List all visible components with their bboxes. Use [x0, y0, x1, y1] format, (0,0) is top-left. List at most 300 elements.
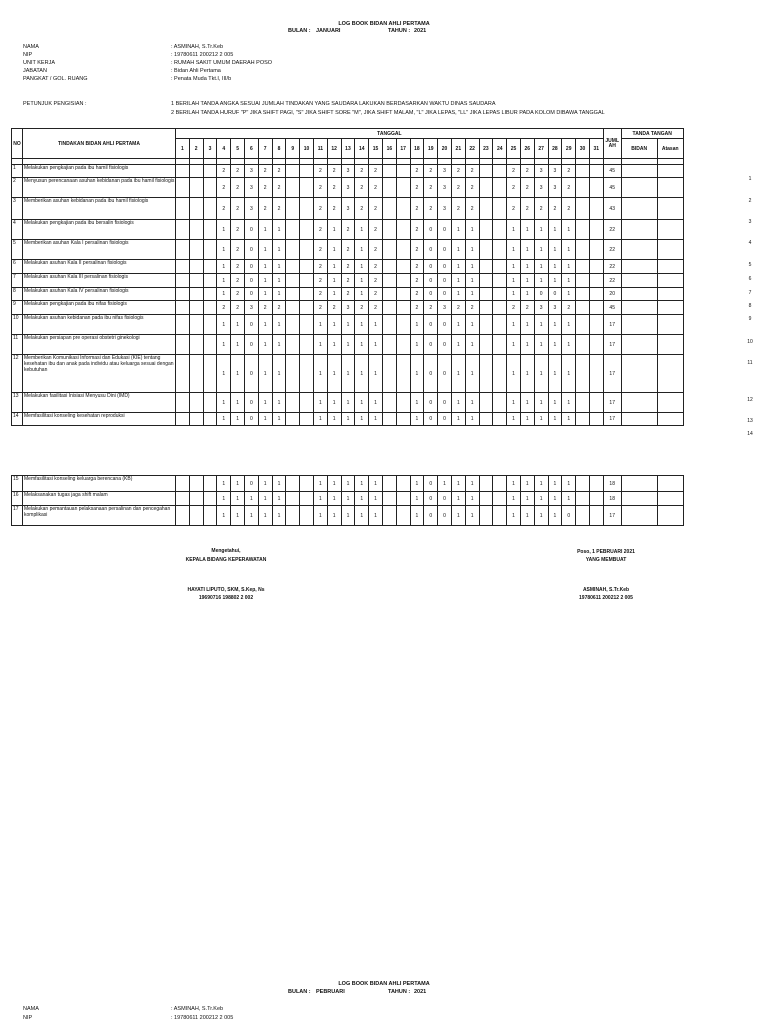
day-cell [493, 165, 507, 178]
row-number: 13 [12, 393, 23, 413]
day-cell: 1 [272, 288, 286, 301]
day-cell: 2 [424, 301, 438, 315]
ttd-header: TANDA TANGAN [621, 129, 683, 139]
day-cell: 1 [355, 315, 369, 335]
day-cell: 1 [369, 355, 383, 393]
table-row [12, 301, 684, 315]
day-cell: 1 [355, 274, 369, 288]
day-cell [576, 240, 590, 260]
day-cell: 1 [341, 413, 355, 426]
day-cell [576, 335, 590, 355]
day-cell [189, 301, 203, 315]
day-cell: 1 [548, 274, 562, 288]
day-cell: 1 [548, 260, 562, 274]
table-row [12, 240, 684, 260]
day-header: 10 [300, 139, 314, 159]
day-cell: 1 [520, 355, 534, 393]
day-cell [576, 260, 590, 274]
side-number: 14 [747, 431, 753, 437]
day-cell: 0 [244, 393, 258, 413]
log-table [11, 128, 684, 526]
day-cell [576, 315, 590, 335]
day-cell: 1 [465, 492, 479, 506]
instructions-label: PETUNJUK PENGISIAN : [23, 101, 87, 107]
day-cell: 1 [451, 476, 465, 492]
day-cell: 3 [244, 165, 258, 178]
day-header: 21 [451, 139, 465, 159]
day-cell [382, 178, 396, 198]
day-cell [396, 506, 410, 526]
day-cell [589, 165, 603, 178]
activity-header: TINDAKAN BIDAN AHLI PERTAMA [23, 129, 176, 159]
day-cell [286, 315, 300, 335]
day-cell: 1 [272, 220, 286, 240]
day-cell: 2 [562, 301, 576, 315]
table-row [12, 178, 684, 198]
day-header: 8 [272, 139, 286, 159]
info-label: NAMA [23, 1006, 39, 1012]
day-cell: 1 [258, 315, 272, 335]
atasan-sign-cell [657, 315, 683, 335]
day-cell [396, 492, 410, 506]
day-cell [286, 274, 300, 288]
day-cell: 1 [534, 220, 548, 240]
jumlah-header: JUML AH [603, 129, 621, 159]
day-cell: 2 [217, 178, 231, 198]
day-cell: 1 [548, 476, 562, 492]
atasan-sign-cell [657, 492, 683, 506]
day-cell [493, 335, 507, 355]
row-number: 3 [12, 198, 23, 220]
day-cell: 1 [231, 315, 245, 335]
day-cell [479, 301, 493, 315]
side-number: 3 [748, 219, 752, 225]
bidan-sign-cell [621, 165, 657, 178]
table-row [12, 506, 684, 526]
day-cell [286, 335, 300, 355]
day-cell [589, 198, 603, 220]
day-cell [189, 165, 203, 178]
day-cell: 1 [507, 335, 521, 355]
bidan-sign-cell [621, 220, 657, 240]
day-cell: 1 [258, 355, 272, 393]
day-cell: 1 [534, 260, 548, 274]
day-cell: 1 [548, 335, 562, 355]
day-cell [576, 492, 590, 506]
day-cell: 2 [313, 288, 327, 301]
day-cell [396, 198, 410, 220]
day-cell: 1 [217, 335, 231, 355]
activity-cell: Melakukan pemantauan pelaksanaan persalinan dan pencegahan komplikasi [23, 506, 176, 526]
day-cell: 0 [438, 335, 452, 355]
day-cell: 1 [520, 476, 534, 492]
day-cell: 3 [341, 198, 355, 220]
day-cell: 2 [217, 165, 231, 178]
day-cell: 1 [258, 492, 272, 506]
day-cell: 2 [465, 178, 479, 198]
day-cell: 2 [507, 165, 521, 178]
day-header: 29 [562, 139, 576, 159]
day-cell: 0 [244, 355, 258, 393]
day-cell [189, 220, 203, 240]
day-cell: 2 [410, 165, 424, 178]
day-cell: 1 [369, 476, 383, 492]
day-cell [189, 260, 203, 274]
day-cell [396, 476, 410, 492]
activity-cell: Melaksanakan tugas jaga shift malam [23, 492, 176, 506]
day-cell: 2 [355, 301, 369, 315]
day-cell: 2 [355, 165, 369, 178]
day-cell: 1 [562, 220, 576, 240]
day-cell: 2 [258, 301, 272, 315]
day-cell: 2 [355, 198, 369, 220]
day-cell [493, 315, 507, 335]
month-label: BULAN : [288, 28, 311, 34]
row-number: 12 [12, 355, 23, 393]
day-cell [493, 260, 507, 274]
day-cell [176, 393, 190, 413]
day-cell [576, 301, 590, 315]
day-cell [589, 492, 603, 506]
day-cell [493, 476, 507, 492]
day-cell [189, 274, 203, 288]
day-cell: 1 [258, 240, 272, 260]
sig-right-nip: 19780611 200212 2 005 [579, 595, 633, 601]
day-cell: 2 [313, 301, 327, 315]
day-cell: 1 [451, 260, 465, 274]
day-cell [589, 260, 603, 274]
day-cell: 1 [562, 274, 576, 288]
day-cell: 1 [341, 492, 355, 506]
day-cell: 1 [369, 335, 383, 355]
day-cell: 2 [424, 198, 438, 220]
day-cell [176, 476, 190, 492]
day-cell: 1 [548, 220, 562, 240]
day-cell: 0 [244, 335, 258, 355]
day-cell [589, 355, 603, 393]
day-cell [286, 413, 300, 426]
day-cell: 0 [424, 492, 438, 506]
day-cell: 1 [231, 335, 245, 355]
total-cell: 18 [603, 476, 621, 492]
day-cell: 1 [534, 476, 548, 492]
atasan-sign-cell [657, 355, 683, 393]
day-cell: 0 [562, 506, 576, 526]
day-cell: 1 [410, 413, 424, 426]
table-row [12, 335, 684, 355]
day-cell: 1 [355, 355, 369, 393]
info-value: : 19780611 200212 2 005 [171, 52, 234, 58]
day-cell: 0 [244, 240, 258, 260]
info-label: NAMA [23, 44, 39, 50]
day-cell: 2 [520, 165, 534, 178]
day-cell: 1 [272, 506, 286, 526]
day-cell [493, 355, 507, 393]
total-cell: 45 [603, 165, 621, 178]
day-cell: 1 [465, 260, 479, 274]
day-cell: 1 [313, 492, 327, 506]
day-cell [286, 198, 300, 220]
day-cell: 1 [327, 274, 341, 288]
day-cell: 2 [231, 165, 245, 178]
atasan-sign-cell [657, 335, 683, 355]
day-cell [382, 301, 396, 315]
day-cell [300, 178, 314, 198]
day-cell [286, 288, 300, 301]
day-cell [493, 413, 507, 426]
day-cell: 0 [438, 274, 452, 288]
day-cell: 2 [341, 260, 355, 274]
sig-right-line2: YANG MEMBUAT [585, 557, 627, 563]
day-cell: 2 [424, 178, 438, 198]
day-cell [396, 413, 410, 426]
day-cell [493, 240, 507, 260]
info-label: NIP [23, 52, 33, 58]
day-header: 6 [244, 139, 258, 159]
total-cell: 22 [603, 240, 621, 260]
sig-left-name: HAYATI LIPUTO, SKM, S.Kep, Ns [187, 587, 265, 593]
day-header: 28 [548, 139, 562, 159]
day-cell: 1 [534, 393, 548, 413]
day-cell: 0 [438, 240, 452, 260]
day-cell [300, 220, 314, 240]
day-cell: 0 [424, 260, 438, 274]
day-cell [203, 220, 217, 240]
day-cell: 2 [369, 165, 383, 178]
day-cell [300, 506, 314, 526]
day-cell [176, 165, 190, 178]
day-cell: 3 [244, 198, 258, 220]
day-cell: 1 [451, 335, 465, 355]
day-cell: 2 [369, 260, 383, 274]
page2-month-value: PEBRUARI [316, 989, 345, 995]
day-cell [396, 220, 410, 240]
day-cell: 3 [438, 301, 452, 315]
row-number: 2 [12, 178, 23, 198]
day-header: 7 [258, 139, 272, 159]
day-cell: 0 [424, 240, 438, 260]
day-cell: 1 [410, 315, 424, 335]
day-cell: 1 [327, 506, 341, 526]
table-row [12, 260, 684, 274]
day-cell: 3 [534, 301, 548, 315]
day-cell [479, 492, 493, 506]
day-header: 18 [410, 139, 424, 159]
day-cell: 2 [313, 178, 327, 198]
day-cell: 0 [424, 288, 438, 301]
day-cell [479, 315, 493, 335]
day-cell: 3 [548, 301, 562, 315]
day-cell [176, 178, 190, 198]
day-cell [589, 301, 603, 315]
day-cell: 0 [424, 220, 438, 240]
atasan-sign-cell [657, 476, 683, 492]
day-cell: 2 [327, 301, 341, 315]
day-cell [189, 506, 203, 526]
day-cell: 1 [355, 393, 369, 413]
activity-cell: Melakukan fasilitasi Inisiasi Menyusu Dini (IMD) [23, 393, 176, 413]
day-cell: 1 [548, 413, 562, 426]
day-cell [382, 198, 396, 220]
day-cell: 1 [465, 335, 479, 355]
day-cell [286, 393, 300, 413]
day-cell: 2 [341, 288, 355, 301]
day-cell: 1 [341, 393, 355, 413]
total-cell: 20 [603, 288, 621, 301]
bidan-sign-cell [621, 355, 657, 393]
day-cell: 3 [341, 165, 355, 178]
day-cell: 1 [217, 393, 231, 413]
sig-right-name: ASMINAH, S.Tr.Keb [582, 587, 630, 593]
day-cell [382, 413, 396, 426]
total-cell: 22 [603, 220, 621, 240]
day-cell: 1 [465, 355, 479, 393]
day-cell: 2 [451, 301, 465, 315]
day-cell: 1 [548, 393, 562, 413]
day-cell: 2 [217, 198, 231, 220]
bidan-sign-cell [621, 492, 657, 506]
row-number: 16 [12, 492, 23, 506]
day-cell: 1 [327, 393, 341, 413]
activity-cell: Memfasilitasi konseling kesehatan reproduksi [23, 413, 176, 426]
day-cell: 2 [258, 198, 272, 220]
day-cell [479, 178, 493, 198]
day-cell: 3 [341, 178, 355, 198]
day-cell [189, 178, 203, 198]
bidan-sign-cell [621, 506, 657, 526]
day-cell: 1 [520, 506, 534, 526]
table-row [12, 492, 684, 506]
day-cell: 3 [244, 178, 258, 198]
day-cell [589, 476, 603, 492]
day-cell: 1 [520, 240, 534, 260]
day-cell: 1 [507, 315, 521, 335]
day-cell: 2 [507, 178, 521, 198]
day-cell: 1 [465, 413, 479, 426]
total-cell: 45 [603, 301, 621, 315]
day-cell [176, 288, 190, 301]
day-header: 20 [438, 139, 452, 159]
day-cell: 1 [520, 335, 534, 355]
day-cell: 1 [217, 274, 231, 288]
day-cell: 1 [548, 355, 562, 393]
day-cell [382, 335, 396, 355]
side-number: 8 [748, 303, 752, 309]
day-cell [396, 301, 410, 315]
day-header: 22 [465, 139, 479, 159]
day-cell: 1 [410, 355, 424, 393]
year-label: TAHUN : [388, 28, 411, 34]
total-cell: 17 [603, 413, 621, 426]
day-cell: 2 [327, 165, 341, 178]
day-cell [176, 198, 190, 220]
day-cell [203, 198, 217, 220]
day-cell [189, 413, 203, 426]
day-cell [493, 288, 507, 301]
day-cell [300, 260, 314, 274]
day-cell [203, 476, 217, 492]
day-cell [189, 355, 203, 393]
day-cell: 1 [217, 506, 231, 526]
day-cell: 2 [410, 260, 424, 274]
day-cell: 0 [424, 335, 438, 355]
day-cell: 2 [258, 178, 272, 198]
day-cell [396, 335, 410, 355]
day-cell: 1 [327, 355, 341, 393]
day-cell: 1 [410, 335, 424, 355]
day-cell [396, 288, 410, 301]
day-cell [176, 220, 190, 240]
day-cell: 1 [258, 288, 272, 301]
bidan-sign-cell [621, 335, 657, 355]
day-cell: 0 [438, 260, 452, 274]
day-cell [189, 288, 203, 301]
day-cell [189, 393, 203, 413]
day-cell [589, 315, 603, 335]
day-cell [382, 393, 396, 413]
day-cell [286, 178, 300, 198]
day-cell: 1 [272, 335, 286, 355]
day-cell [576, 393, 590, 413]
row-number: 11 [12, 335, 23, 355]
day-cell: 2 [355, 178, 369, 198]
day-header: 1 [176, 139, 190, 159]
day-cell: 2 [410, 274, 424, 288]
day-cell: 2 [272, 198, 286, 220]
day-cell: 1 [231, 393, 245, 413]
day-cell [203, 301, 217, 315]
day-cell: 1 [507, 393, 521, 413]
day-cell: 1 [313, 476, 327, 492]
bidan-sign-cell [621, 260, 657, 274]
day-cell: 1 [231, 355, 245, 393]
day-cell: 1 [272, 393, 286, 413]
day-cell: 0 [438, 506, 452, 526]
day-cell [286, 355, 300, 393]
day-cell: 0 [438, 492, 452, 506]
day-cell [493, 274, 507, 288]
table-row [12, 476, 684, 492]
day-cell [479, 506, 493, 526]
day-cell: 1 [327, 492, 341, 506]
day-cell: 1 [562, 335, 576, 355]
atasan-sign-cell [657, 260, 683, 274]
day-cell: 0 [424, 476, 438, 492]
day-cell: 1 [507, 220, 521, 240]
day-cell: 1 [465, 315, 479, 335]
day-cell: 1 [562, 288, 576, 301]
day-cell [382, 476, 396, 492]
day-cell: 1 [438, 476, 452, 492]
day-cell: 2 [507, 198, 521, 220]
day-cell [203, 260, 217, 274]
day-cell: 1 [341, 335, 355, 355]
day-cell: 0 [244, 476, 258, 492]
day-cell: 2 [520, 198, 534, 220]
day-cell: 2 [465, 301, 479, 315]
day-cell: 1 [258, 476, 272, 492]
bidan-sign-cell [621, 413, 657, 426]
atasan-sign-cell [657, 274, 683, 288]
total-cell: 43 [603, 198, 621, 220]
day-cell [589, 178, 603, 198]
day-cell: 2 [231, 198, 245, 220]
day-cell: 1 [451, 274, 465, 288]
day-cell: 1 [562, 240, 576, 260]
day-cell [286, 240, 300, 260]
day-cell [479, 240, 493, 260]
page2-year-label: TAHUN : [388, 989, 411, 995]
